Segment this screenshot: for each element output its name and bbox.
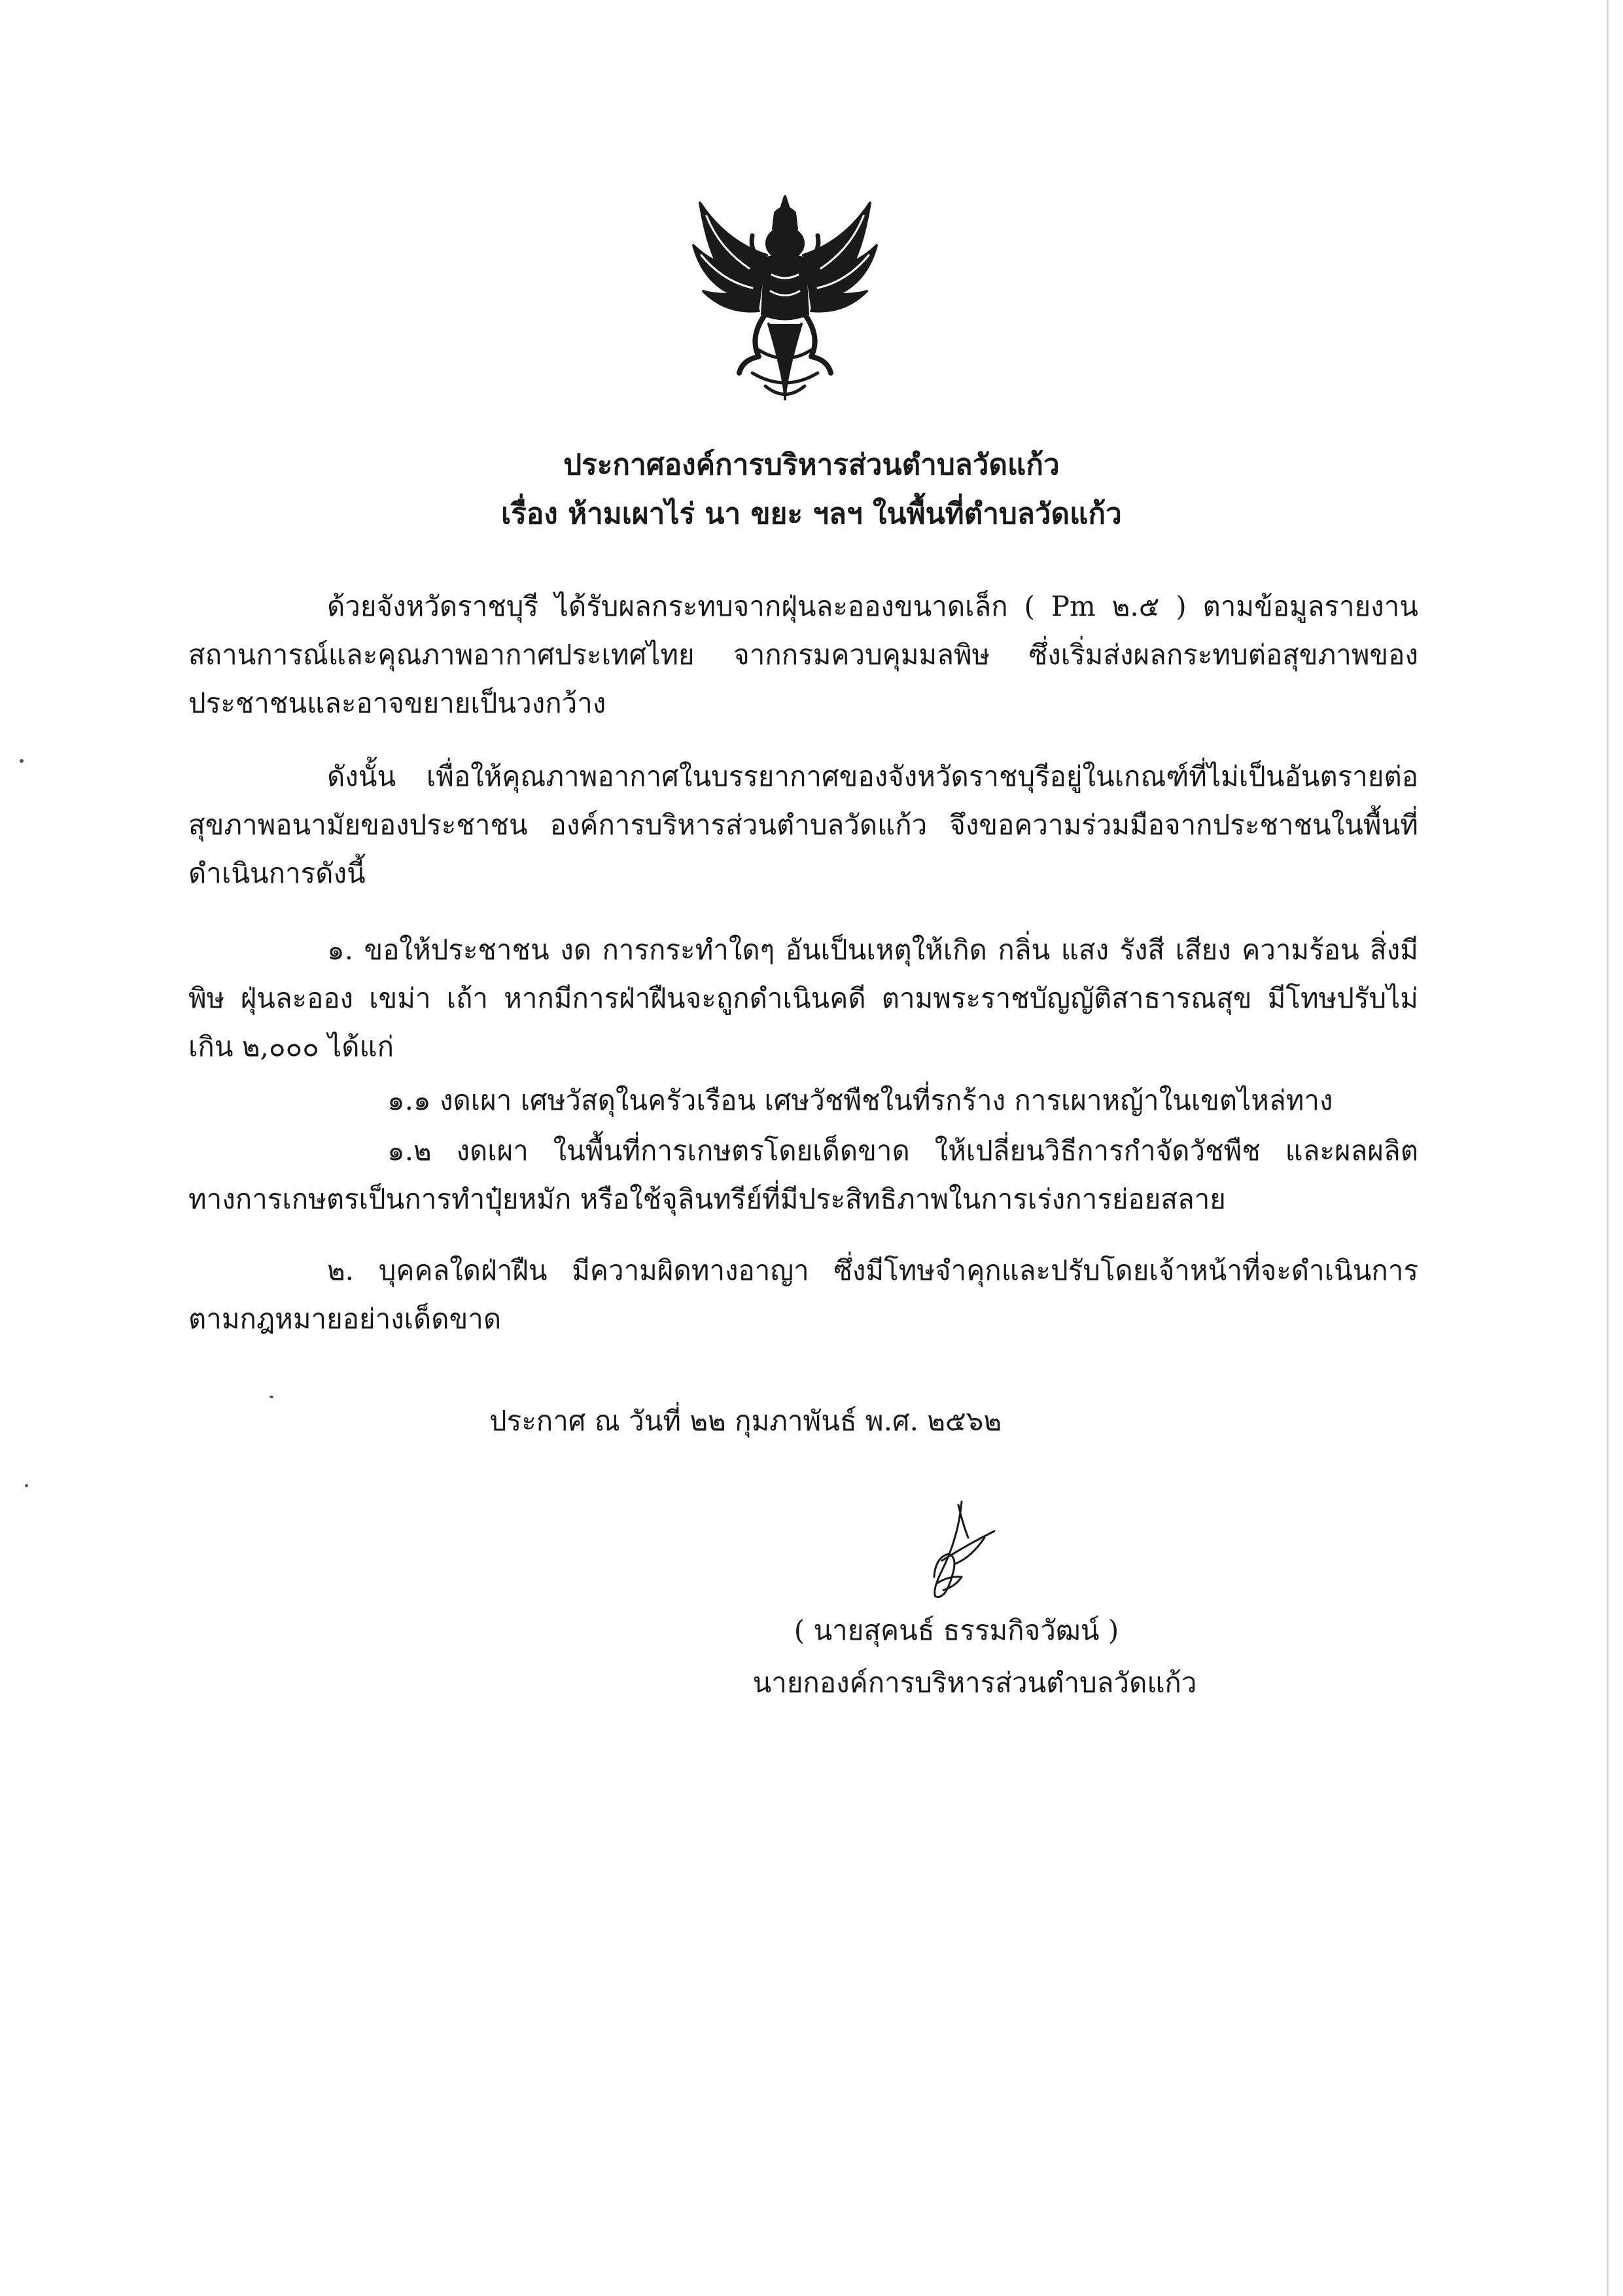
- list-item-2: ๒. บุคคลใดฝ่าฝืน มีความผิดทางอาญา ซึ่งมีโทษจำคุกและปรับโดยเจ้าหน้าที่จะดำเนินการตามกฎหมายอย่างเด็ดขาด: [188, 1254, 1418, 1335]
- handwritten-signature: [896, 1498, 1014, 1610]
- paragraph-intro: ด้วยจังหวัดราชบุรี ได้รับผลกระทบจากฝุ่นละอองขนาดเล็ก ( Pm ๒.๕ ) ตามข้อมูลรายงานสถานการณ์และคุณภาพอากาศประเทศไทย จากกรมควบคุมมลพิษ ซึ่งเริ่มส่งผลกระทบต่อสุขภาพของประชาชนและอาจขยายเป็นวงกว้าง: [188, 590, 1418, 719]
- scan-speck: [20, 759, 24, 763]
- scan-edge: [1607, 0, 1609, 2296]
- list-item-1-2: ๑.๒ งดเผา ในพื้นที่การเกษตรโดยเด็ดขาด ให้เปลี่ยนวิธีการกำจัดวัชพืช และผลผลิตทางการเกษตรเป็นการทำปุ๋ยหมัก หรือใช้จุลินทรีย์ที่มีประสิทธิภาพในการเร่งการย่อยสลาย: [188, 1135, 1418, 1215]
- document-title: ประกาศองค์การบริหารส่วนตำบลวัดแก้ว: [563, 448, 1060, 482]
- list-item-1-1: ๑.๑ งดเผา เศษวัสดุในครัวเรือน เศษวัชพืชในที่รกร้าง การเผาหญ้าในเขตไหล่ทาง: [387, 1084, 1333, 1116]
- signer-name: ( นายสุคนธ์ ธรรมกิจวัฒน์ ): [794, 1614, 1119, 1646]
- document-subject: เรื่อง ห้ามเผาไร่ นา ขยะ ฯลฯ ในพื้นที่ตำบลวัดแก้ว: [501, 497, 1122, 531]
- scan-speck: [25, 1484, 28, 1487]
- scan-speck: [270, 1396, 273, 1398]
- paragraph-request: ดังนั้น เพื่อให้คุณภาพอากาศในบรรยากาศของจังหวัดราชบุรีอยู่ในเกณฑ์ที่ไม่เป็นอันตรายต่อสุขภาพอนามัยของประชาชน องค์การบริหารส่วนตำบลวัดแก้ว จึงขอความร่วมมือจากประชาชนในพื้นที่ดำเนินการดังนี้: [188, 760, 1418, 889]
- announce-date: ประกาศ ณ วันที่ ๒๒ กุมภาพันธ์ พ.ศ. ๒๕๖๒: [489, 1405, 1002, 1437]
- signer-position: นายกองค์การบริหารส่วนตำบลวัดแก้ว: [752, 1667, 1197, 1699]
- list-item-1: ๑. ขอให้ประชาชน งด การกระทำใดๆ อันเป็นเหตุให้เกิด กลิ่น แสง รังสี เสียง ความร้อน สิ่งมีพิษ ฝุ่นละออง เขม่า เถ้า หากมีการฝ่าฝืนจะถูกดำเนินคดี ตามพระราชบัญญัติสาธารณสุข มีโทษปรับไม่เกิน ๒,๐๐๐ ได้แก่: [188, 934, 1418, 1063]
- garuda-emblem-icon: [687, 183, 883, 406]
